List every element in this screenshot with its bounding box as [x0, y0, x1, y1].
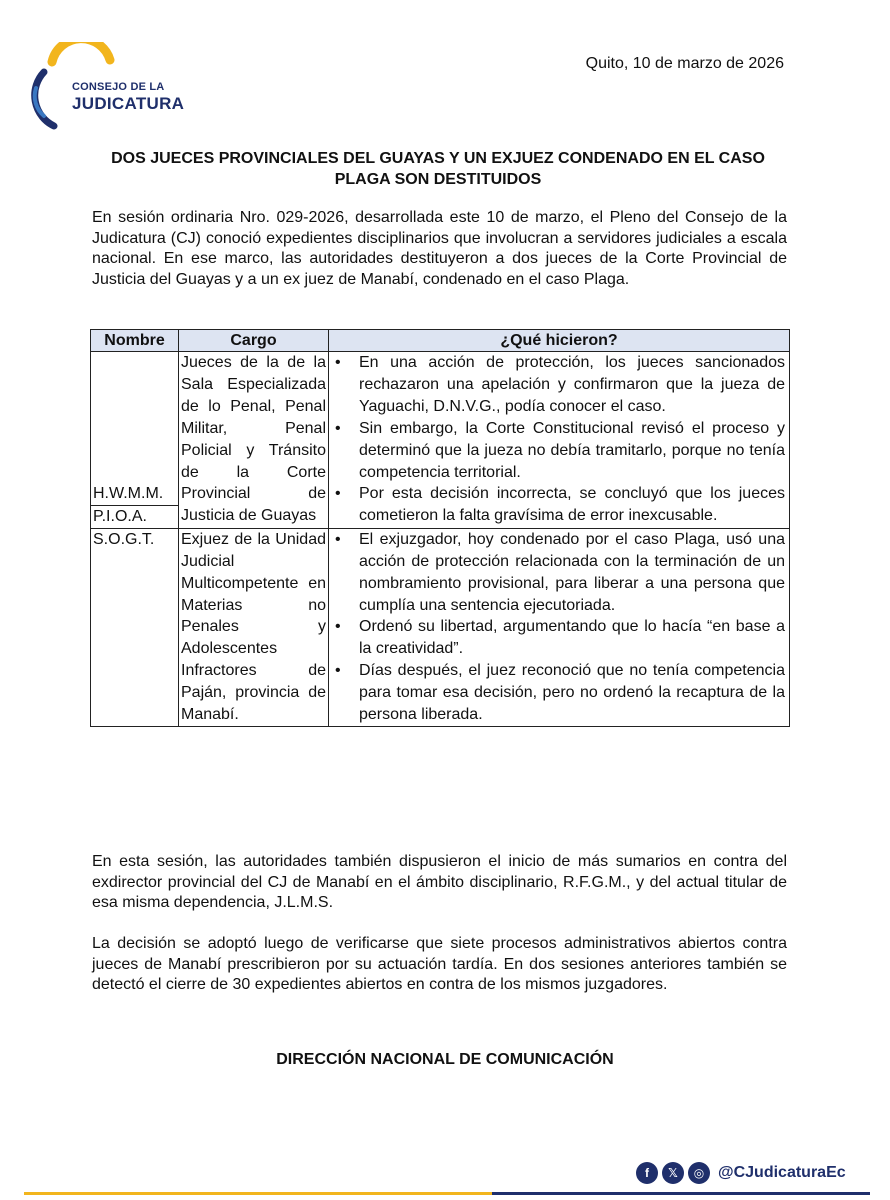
list-item: • Días después, el juez reconoció que no tenía competencia para tomar esa decisión, pero no ordenó la recaptura de la persona liberada. [359, 660, 785, 726]
social-handle[interactable]: @CJudicaturaEc [718, 1164, 846, 1181]
session-paragraph: En esta sesión, las autoridades también dispusieron el inicio de más sumarios en contra del exdirector provincial del CJ de Manabí en el ámbito disciplinario, R.F.G.M., y del actual titular de esa misma dependencia, J.L.M.S. [92, 853, 787, 911]
list-item: • El exjuzgador, hoy condenado por el caso Plaga, usó una acción de protección relacionada con la terminación de un nombramiento provisional, para liberar a una persona que cumplía una sentencia ejecutoriada. [359, 529, 785, 617]
logo-line1: CONSEJO DE LA [72, 81, 165, 93]
name-p-i-o-a: P.I.O.A. [93, 507, 147, 525]
sanctions-table [90, 329, 790, 727]
actions-list [331, 529, 787, 726]
list-item: • En una acción de protección, los jueces sancionados rechazaron una apelación y confirmaron que la jueza de Yaguachi, D.N.V.G., podía conocer el caso. [359, 352, 785, 418]
x-twitter-icon[interactable]: 𝕏 [662, 1162, 684, 1184]
consejo-judicatura-logo [14, 42, 185, 134]
table-row [91, 352, 790, 529]
list-item: • Ordenó su libertad, argumentando que lo hacía “en base a la creatividad”. [359, 616, 785, 660]
social-footer [636, 1160, 846, 1186]
name-h-w-m-m: H.W.M.M. [91, 483, 178, 506]
list-item: • Sin embargo, la Corte Constitucional revisó el proceso y determinó que la jueza no debía tramitarlo, porque no tenía competencia territorial. [359, 418, 785, 484]
table-header-row [91, 330, 790, 352]
press-release-title: DOS JUECES PROVINCIALES DEL GUAYAS Y UN EXJUEZ CONDENADO EN EL CASO PLAGA SON DESTITUIDOS [111, 150, 765, 188]
facebook-icon[interactable]: f [636, 1162, 658, 1184]
name-s-o-g-t: S.O.G.T. [91, 528, 179, 726]
nombre-cell [91, 352, 179, 529]
intro-paragraph: En sesión ordinaria Nro. 029-2026, desarrollada este 10 de marzo, el Pleno del Consejo de la Judicatura (CJ) conoció expedientes disciplinarios que involucran a servidores judiciales a escala nacional. En ese marco, las autoridades destituyeron a dos jueces de la Corte Provincial de Justicia del Guayas y a un ex juez de Manabí, condenado en el caso Plaga. [92, 209, 787, 288]
header-nombre: Nombre [91, 330, 179, 352]
document-date: Quito, 10 de marzo de 2026 [585, 55, 784, 72]
actions-cell [329, 528, 790, 726]
header-cargo: Cargo [179, 330, 329, 352]
cargo-cell: Jueces de la de la Sala Especializada de lo Penal, Penal Militar, Penal Policial y Tránsito de la Corte Provincial de Justicia de Guayas [179, 352, 329, 529]
footer-gold-bar [24, 1192, 492, 1195]
footer-blue-bar [492, 1192, 870, 1195]
actions-list [331, 352, 787, 527]
signoff: DIRECCIÓN NACIONAL DE COMUNICACIÓN [276, 1051, 614, 1068]
cargo-cell: Exjuez de la Unidad Judicial Multicompetente en Materias no Penales y Adolescentes Infractores de Paján, provincia de Manabí. [179, 528, 329, 726]
instagram-icon[interactable]: ◎ [688, 1162, 710, 1184]
logo-text [72, 82, 184, 112]
table-row [91, 528, 790, 726]
list-item: • Por esta decisión incorrecta, se concluyó que los jueces cometieron la falta gravísima de error inexcusable. [359, 483, 785, 527]
logo-line2: JUDICATURA [72, 94, 185, 113]
header-que-hicieron: ¿Qué hicieron? [329, 330, 790, 352]
decision-paragraph: La decisión se adoptó luego de verificarse que siete procesos administrativos abiertos contra jueces de Manabí prescribieron por su actuación tardía. En dos sesiones anteriores también se detectó el cierre de 30 expedientes abiertos en contra de los mismos juzgadores. [92, 935, 787, 993]
actions-cell [329, 352, 790, 529]
